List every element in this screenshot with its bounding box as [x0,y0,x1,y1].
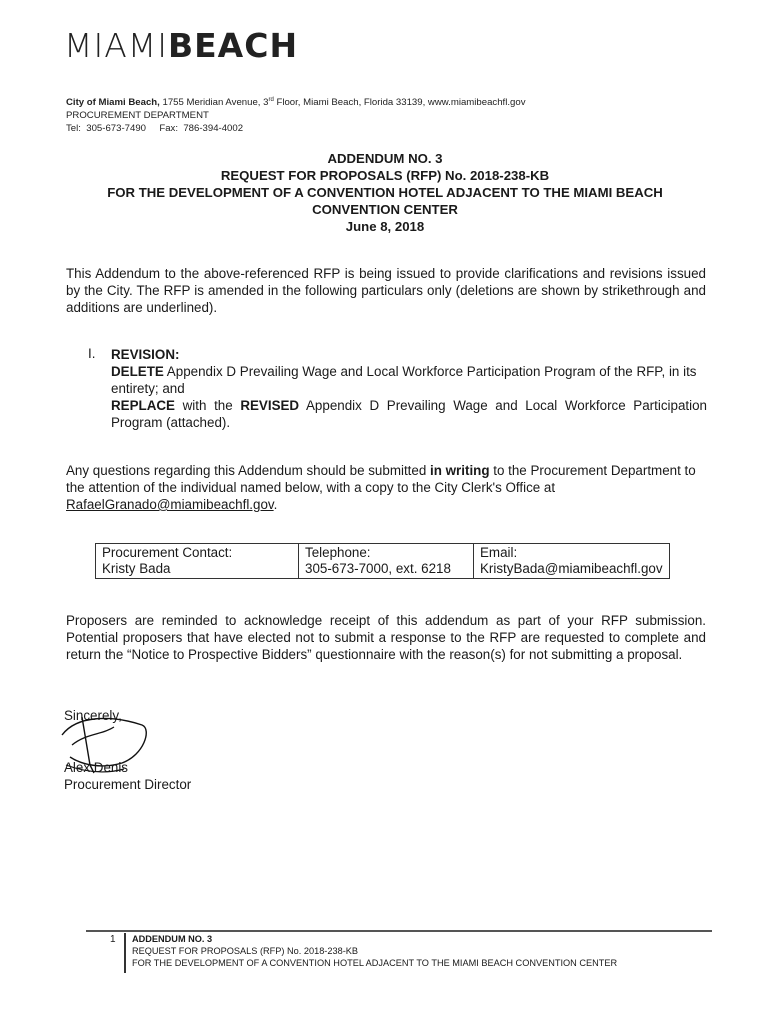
footer-line2: REQUEST FOR PROPOSALS (RFP) No. 2018-238-KB [132,946,359,956]
replace-mid: with the [175,398,241,413]
questions-text-2: to the Procurement Department to the attention of the individual named below, with a copy to the City Clerk's Office at [66,463,696,495]
address-text-end: Floor, Miami Beach, Florida 33139, www.miamibeachfl.gov [273,97,526,109]
email-header: Email: [480,545,518,560]
questions-end: . [273,497,278,512]
closing: Sincerely, [64,708,122,723]
revision-number: I. [88,346,96,361]
clerk-email-link[interactable]: RafaelGranado@miamibeachfl.gov [66,497,274,512]
footer-divider [86,930,712,932]
page-number: 1 [110,934,116,945]
telephone-header: Telephone: [305,545,371,560]
reminder-paragraph: Proposers are reminded to acknowledge receipt of this addendum as part of your RFP submission. Potential proposers that have elected not to submit a response to the RFP are requested to complete and return the “Notice to Prospective Bidders” questionnaire with the reason(s) for not submitting a proposal. [66,613,706,662]
addendum-date: June 8, 2018 [345,219,425,234]
revision-replace [111,397,707,431]
footer-line3: FOR THE DEVELOPMENT OF A CONVENTION HOTEL ADJACENT TO THE MIAMI BEACH CONVENTION CENTER [132,958,618,968]
contact-email[interactable]: KristyBada@miamibeachfl.gov [480,561,663,576]
phone-fax: Tel: 305-673-7490 Fax: 786-394-4002 [66,123,244,135]
table-row [96,544,670,579]
signer-title: Procurement Director [64,777,192,792]
city-name: City of Miami Beach, [66,97,160,109]
replace-text: Appendix D Prevailing Wage and Local Workforce Participation Program (attached). [111,398,707,430]
logo-miami: MIAMI [64,26,168,65]
document-heading [60,150,710,235]
letterhead-address-block [66,94,526,135]
contact-header: Procurement Contact: [102,545,233,560]
questions-text: Any questions regarding this Addendum should be submitted [66,463,431,478]
delete-text: Appendix D Prevailing Wage and Local Workforce Participation Program of the RFP, in its entirety; and [111,364,697,396]
address-sup: rd [268,97,274,103]
revised-label: REVISED [240,398,300,413]
department-name: PROCUREMENT DEPARTMENT [66,110,209,122]
rfp-title-line1: FOR THE DEVELOPMENT OF A CONVENTION HOTEL ADJACENT TO THE MIAMI BEACH [107,185,663,200]
contact-name: Kristy Bada [102,561,171,576]
logo-beach: BEACH [167,26,299,65]
rfp-number: REQUEST FOR PROPOSALS (RFP) No. 2018-238-KB [220,168,550,183]
addendum-number: ADDENDUM NO. 3 [327,151,443,166]
revision-section [111,346,707,431]
contact-table [95,543,670,579]
delete-label: DELETE [111,364,164,379]
revision-delete [111,363,707,397]
intro-paragraph: This Addendum to the above-referenced RFP is being issued to provide clarifications and revisions issued by the City. The RFP is amended in the following particulars only (deletions are shown by strikethrough and additions are underlined). [66,266,706,315]
signer-name: Alex Denis [64,760,129,775]
revision-title: REVISION: [111,347,180,362]
replace-label: REPLACE [111,398,175,413]
rfp-title-line2: CONVENTION CENTER [312,202,458,217]
in-writing: in writing [430,463,490,478]
footer-text [132,933,617,969]
miami-beach-logo [64,26,298,65]
address-text: 1755 Meridian Avenue, 3 [159,97,269,109]
telephone-value: 305-673-7000, ext. 6218 [305,561,451,576]
footer-line1: ADDENDUM NO. 3 [132,934,213,944]
footer-vertical-bar [124,933,126,973]
address-line [66,94,526,109]
questions-paragraph [66,462,706,513]
